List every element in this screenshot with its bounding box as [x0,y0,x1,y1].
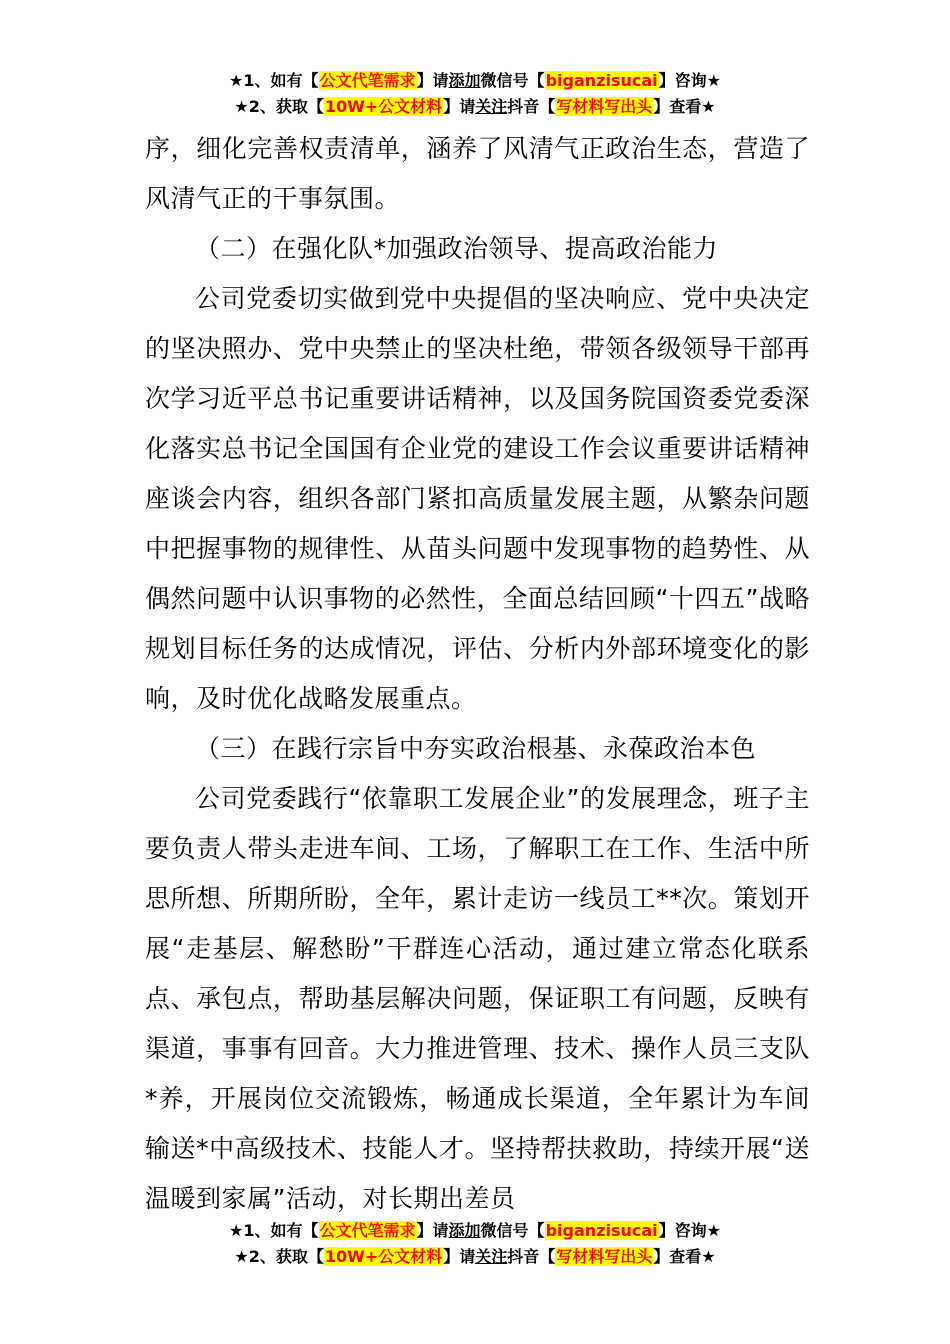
banner-text: 微信号【 [480,71,545,90]
banner-highlight: 10W+公文材料 [324,1247,443,1266]
banner-highlight: 公文代笔需求 [319,71,416,90]
banner-text: 抖音【 [507,1247,556,1266]
banner-text: 抖音【 [507,97,556,116]
banner-text: 】请 [416,1221,449,1240]
banner-text: ★1、如有【 [229,1221,319,1240]
banner-text: 】查看★ [653,97,716,116]
banner-text: 】咨询★ [658,71,721,90]
banner-text: 】咨询★ [658,1221,721,1240]
paragraph-2: 公司党委切实做到党中央提倡的坚决响应、党中央决定的坚决照办、党中央禁止的坚决杜绝，带领各级领导干部再次学习近平总书记重要讲话精神，以及国务院国资委党委深化落实总书记全国国有企业党的建设工作会议重要讲话精神座谈会内容，组织各部门紧扣高质量发展主题，从繁杂问题中把握事物的规律性、从苗头问题中发现事物的趋势性、从偶然问题中认识事物的必然性，全面总结回顾“十四五”战略规划目标任务的达成情况，评估、分析内外部环境变化的影响，及时优化战略发展重点。 [145,284,810,713]
banner-highlight: 写材料写出头 [556,1247,653,1266]
banner-text: ★2、获取【 [234,1247,324,1266]
banner-underline: 关注 [475,97,508,116]
banner-underline: 关注 [475,1247,508,1266]
banner-text: 】请 [443,97,476,116]
section-heading-3: （三）在践行宗旨中夯实政治根基、永葆政治本色 [195,734,757,763]
banner-line-1 [0,1218,950,1244]
banner-highlight: biganzisucai [545,1221,658,1240]
document-body [145,124,810,1224]
banner-highlight: biganzisucai [545,71,658,90]
banner-underline: 添加 [448,71,481,90]
banner-line-1 [0,68,950,94]
banner-text: ★1、如有【 [229,71,319,90]
banner-text: 】请 [416,71,449,90]
paragraph-3: 公司党委践行“依靠职工发展企业”的发展理念，班子主要负责人带头走进车间、工场，了解职工在工作、生活中所思所想、所期所盼，全年，累计走访一线员工**次。策划开展“走基层、解愁盼”干群连心活动，通过建立常态化联系点、承包点，帮助基层解决问题，保证职工有问题，反映有渠道，事事有回音。大力推进管理、技术、操作人员三支队*养，开展岗位交流锻炼，畅通成长渠道，全年累计为车间输送*中高级技术、技能人才。坚持帮扶救助，持续开展“送温暖到家属”活动，对长期出差员 [145,784,810,1213]
banner-line-2 [0,94,950,120]
banner-line-2 [0,1244,950,1270]
banner-underline: 添加 [448,1221,481,1240]
paragraph-1: 序，细化完善权责清单，涵养了风清气正政治生态，营造了风清气正的干事氛围。 [145,134,810,213]
section-heading-2: （二）在强化队*加强政治领导、提高政治能力 [195,234,719,263]
banner-text: 】请 [443,1247,476,1266]
banner-highlight: 10W+公文材料 [324,97,443,116]
banner-highlight: 写材料写出头 [556,97,653,116]
header-banner [0,68,950,120]
banner-text: 】查看★ [653,1247,716,1266]
footer-banner [0,1218,950,1270]
banner-highlight: 公文代笔需求 [319,1221,416,1240]
banner-text: ★2、获取【 [234,97,324,116]
banner-text: 微信号【 [480,1221,545,1240]
